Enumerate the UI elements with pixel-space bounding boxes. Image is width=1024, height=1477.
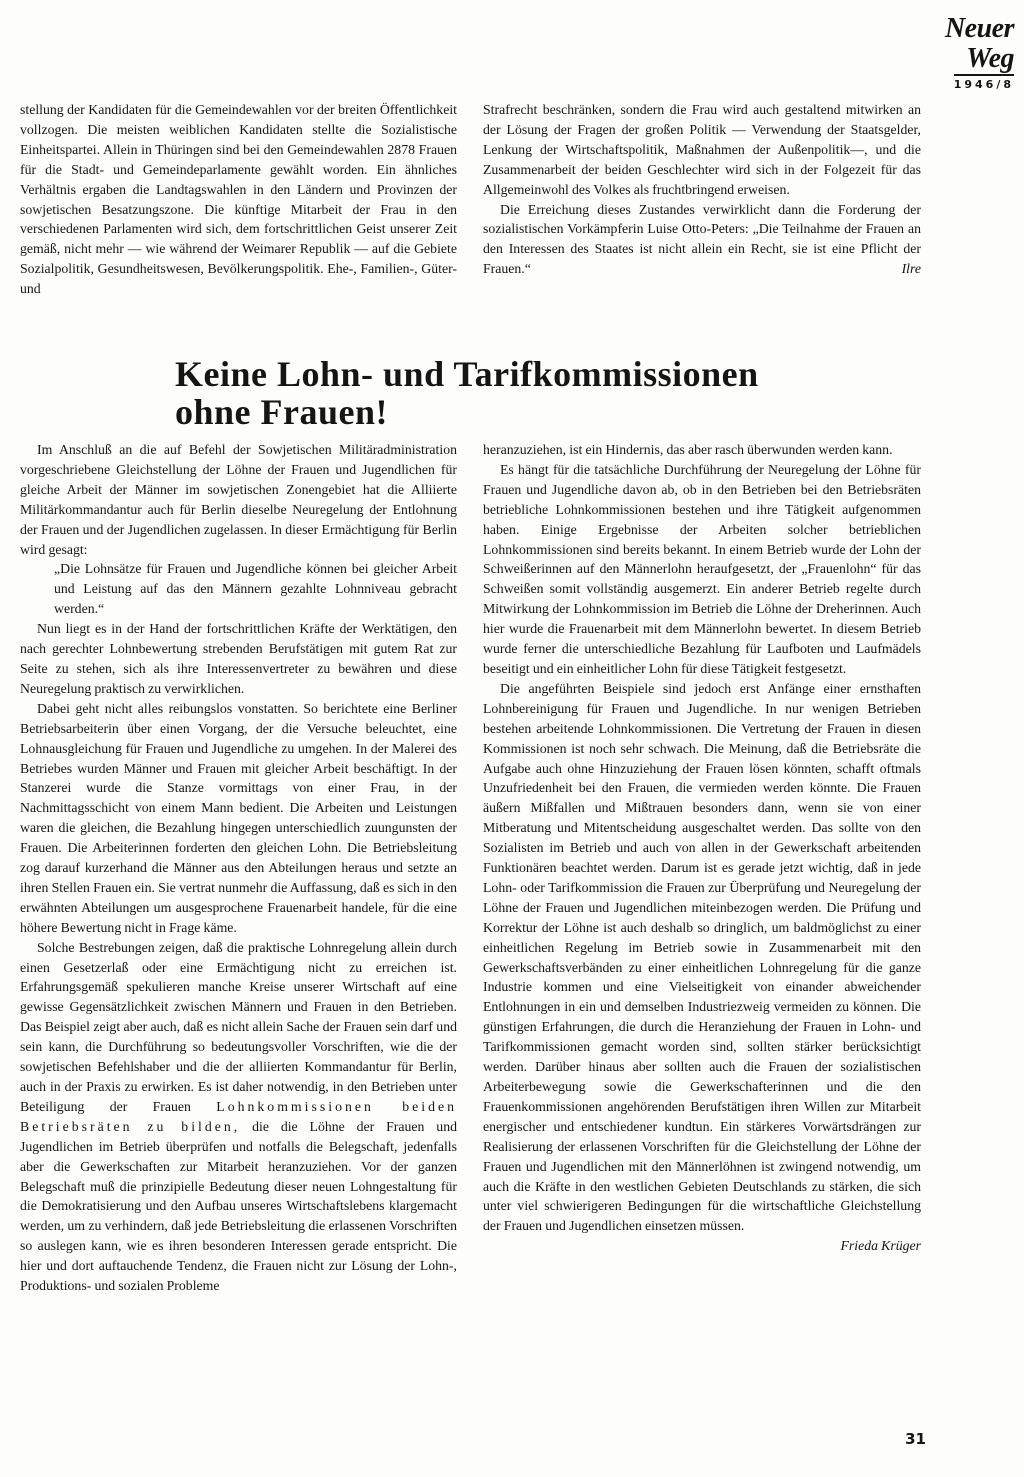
- article-left-paragraph-4-a: Solche Bestrebungen zeigen, daß die praktische Lohnregelung allein durch einen Gesetzerlaß oder eine Ermächtigung nicht zu erreichen ist. Erfahrungsgemäß spekulieren manche Kreise unserer Wirtschaft auf eine gewisse Gegensätzlichkeit zwischen Männern und Frauen in den Betrieben. Das Beispiel zeigt aber auch, daß es nicht allein Sache der Frauen sein darf und sein kann, die Durchführung so bedeutungsvoller Vorschriften, wie die der sowjetischen Befehlshaber und die der alliierten Kommandantur für Berlin, auch in der Praxis zu erwirken. Es ist daher notwendig, in den Betrieben unter Beteiligung der Frauen: [20, 939, 457, 1114]
- top-signature: Ilre: [901, 261, 921, 277]
- article-title-line-1: Keine Lohn- und Tarifkommissionen: [175, 354, 759, 394]
- page-number: 31: [905, 1430, 926, 1448]
- article-right-column: [483, 440, 921, 1256]
- article-left-paragraph-3: Dabei geht nicht alles reibungslos vonstatten. So berichtete eine Berliner Betriebsarbeiterin über einen Vorgang, der die Versuche beleuchtet, eine Lohnausgleichung für Frauen und Jugendliche zu umgehen. In der Malerei des Betriebes wurden Männer und Frauen mit gleicher Arbeit beschäftigt. In der Stanzerei wurde die Stanze vormittags von einer Frau, in der Nachmittagsschicht von einem Mann bedient. Die Arbeiten und Leistungen waren die gleichen, die Bezahlung hingegen unterschiedlich zuungunsten der Frauen. Die Arbeiterinnen forderten den gleichen Lohn. Die Betriebsleitung zog darauf kurzerhand die Männer aus den Abteilungen heraus und setzte an ihren Stellen Frauen ein. Sie vertrat nunmehr die Auffassung, daß es sich in den erwähnten Abteilungen um ausgesprochene Frauenarbeit handele, für die eine höhere Bewertung nicht in Frage käme.: [20, 700, 457, 935]
- masthead-issue: 1946/8: [954, 74, 1014, 91]
- masthead: [894, 14, 1014, 93]
- masthead-brand: Neuer Weg: [944, 13, 1014, 74]
- article-signature: Frieda Krüger: [840, 1238, 921, 1254]
- top-left-column: [20, 100, 457, 299]
- article-left-paragraph-2: Nun liegt es in der Hand der fortschrittlichen Kräfte der Werktätigen, den nach gerechter Lohnbewertung strebenden Berufstätigen mit gutem Rat zur Seite zu stehen, sich als ihre Interessenvertreter zu bewähren und diese Neuregelung praktisch zu verwirklichen.: [20, 621, 457, 696]
- article-left-paragraph-4: [20, 938, 457, 1296]
- article-quote: „Die Lohnsätze für Frauen und Jugendliche können bei gleicher Arbeit und Leistung auf das den Männern gezahlte Lohnniveau gebracht werden.“: [54, 561, 457, 617]
- top-right-paragraph-1: Strafrecht beschränken, sondern die Frau wird auch gestaltend mitwirken an der Lösung der Fragen der großen Politik — Verwendung der Staatsgelder, Lenkung der Wirtschaftspolitik, Maßnahmen der Außenpolitik—, und die Zusammenarbeit der beiden Geschlechter wird sich in der Folgezeit für das Allgemeinwohl des Volkes als fruchtbringend erweisen.: [483, 102, 921, 197]
- article-right-paragraph-1: heranzuziehen, ist ein Hindernis, das aber rasch überwunden werden kann.: [483, 442, 893, 457]
- top-right-column: [483, 100, 921, 279]
- article-left-paragraph-4-b: die die Löhne der Frauen und Jugendlichen im Betrieb überprüfen und notfalls die Belegschaft, jedenfalls aber die Gewerkschaften zur Mitarbeit heranzuziehen. Vor der ganzen Belegschaft muß die prinzipielle Bedeutung dieser neuen Lohngestaltung für die Demokratisierung und den Aufbau unseres Wirtschaftslebens klargemacht werden, um zu verhindern, daß jede Betriebsleitung die erlassenen Vorschriften so auslegen kann, wie es ihren besonderen Interessen gerade entspricht. Die hier und dort auftauchende Tendenz, die Frauen nicht zur Lösung der Lohn-, Produktions- und sozialen Probleme: [20, 1118, 458, 1294]
- article-right-paragraph-3: Die angeführten Beispiele sind jedoch erst Anfänge einer ernsthaften Lohnbereinigung für Frauen und Jugendliche. In nur wenigen Betrieben bestehen arbeitende Lohnkommissionen. Die Vertretung der Frauen in diesen Kommissionen ist noch sehr schwach. Die Meinung, daß die Betriebsräte die Aufgabe auch ohne Hinzuziehung der Frauen lösen könnten, schafft oftmals Unzufriedenheit bei den Frauen, die vermieden werden könnte. Die Frauen äußern Mißfallen und Mißtrauen besonders dann, wenn sie von einer Mitberatung und Mitentscheidung ausgeschaltet werden. Das sollte von den Sozialisten im Betrieb und auch von allen in der Gewerkschaft arbeitenden Funktionären beachtet werden. Darum ist es gerade jetzt wichtig, daß in jede Lohn- oder Tarifkommission die Frauen zur Überprüfung und Neuregelung der Löhne der Frauen und Jugendlichen miteinbezogen werden. Die Prüfung und Korrektur der Löhne ist auch deshalb so dringlich, um baldmöglichst zu einer einheitlichen Regelung im Betrieb sowie in Zusammenarbeit mit den Gewerkschaftsverbänden zu einer einheitlichen Lohnregelung für die ganze Industrie kommen und eine Vielseitigkeit von einander abweichender Entlohnungen in ein und demselben Industriezweig vermeiden zu können. Die günstigen Erfahrungen, die durch die Heranziehung der Frauen in Lohn- und Tarifkommissionen gemacht worden sind, sollten stärker berücksichtigt werden. Darüber hinaus aber sollten auch die Frauen der sozialistischen Arbeiterbewegung sowie die Gewerkschafterinnen und die den Frauenkommissionen angehörenden Berufstätigen ihren Willen zur Mitarbeit energischer und entschiedener kundtun. Ein stärkeres Vorwärtsdrängen zur Realisierung der erlassenen Vorschriften für die Gleichstellung der Löhne der Frauen und Jugendlichen mit den Männerlöhnen ist zwingend notwendig, um auch die Kräfte in den westlichen Gebieten Deutschlands zu stärken, die sich unter viel schwierigeren Bedingungen für die wirtschaftliche Gleichstellung der Frauen und Jugendlichen einsetzen müssen.: [483, 680, 921, 1234]
- article-right-paragraph-2: Es hängt für die tatsächliche Durchführung der Neuregelung der Löhne für Frauen und Jugendliche davon ab, ob in den Betrieben bei den Betriebsräten betriebliche Lohnkommissionen bestehen und ihre Tätigkeit aufgenommen haben. Einige Ergebnisse der Arbeiten solcher betrieblichen Lohnkommissionen sind bereits bekannt. In einem Betrieb wurde der Lohn der Schweißerinnen auf den Männerlohn heraufgesetzt, der „Frauenlohn“ für das Schweißen somit vollständig ausgemerzt. Ein anderer Betrieb regelte durch Mitwirkung der Lohnkommission im Betrieb die Löhne der Dreherinnen. Auch hier wurde die Frauenarbeit mit dem Männerlohn bewertet. In diesem Betrieb wurde ferner die unterschiedliche Bezahlung für Laufboten und Laufmädels beseitigt und ein einheitlicher Lohn für diese Tätigkeit festgesetzt.: [483, 461, 921, 676]
- top-right-paragraph-2-text: Die Erreichung dieses Zustandes verwirklicht dann die Forderung der sozialistischen Vorkämpferin Luise Otto-Peters: „Die Teilnahme der Frauen an den Interessen des Staates ist nicht allein ein Recht, sie ist eine Pflicht der Frauen.“: [483, 201, 921, 277]
- article-title-line-2: ohne Frauen!: [175, 392, 388, 432]
- top-right-paragraph-2: [483, 200, 921, 280]
- article-left-paragraph-1: Im Anschluß an die auf Befehl der Sowjetischen Militäradministration vorgeschriebene Gleichstellung der Löhne der Frauen und Jugendlichen für gleiche Arbeit der Männer im sowjetischen Zonengebiet hat die Alliierte Militärkommandantur auch für Berlin dieselbe Neuregelung der Entlohnung der Frauen und der Jugendlichen zugelassen. In dieser Ermächtigung für Berlin wird gesagt:: [20, 442, 457, 557]
- article-left-paragraph-4-emphasis: Lohnkommissionen beiden Betriebsräten zu bilden,: [20, 1098, 457, 1134]
- article-left-column: [20, 440, 457, 1296]
- article-title: [175, 355, 965, 431]
- top-left-paragraph: stellung der Kandidaten für die Gemeindewahlen vor der breiten Öffentlichkeit vollzogen. Die meisten weiblichen Kandidaten stellte die Sozialistische Einheitspartei. Allein in Thüringen sind bei den Gemeindewahlen 2878 Frauen für die Stadt- und Gemeindeparlamente gewählt worden. Ein ähnliches Verhältnis ergaben die Landtagswahlen in den Ländern und Provinzen der sowjetischen Besatzungszone. Die künftige Mitarbeit der Frau in den verschiedenen Parlamenten wird sich, dem fortschrittlichen Geist unserer Zeit gemäß, nicht mehr — wie während der Weimarer Republik — auf die Gebiete Sozialpolitik, Gesundheitswesen, Bevölkerungspolitik. Ehe-, Familien-, Güter- und: [20, 102, 457, 297]
